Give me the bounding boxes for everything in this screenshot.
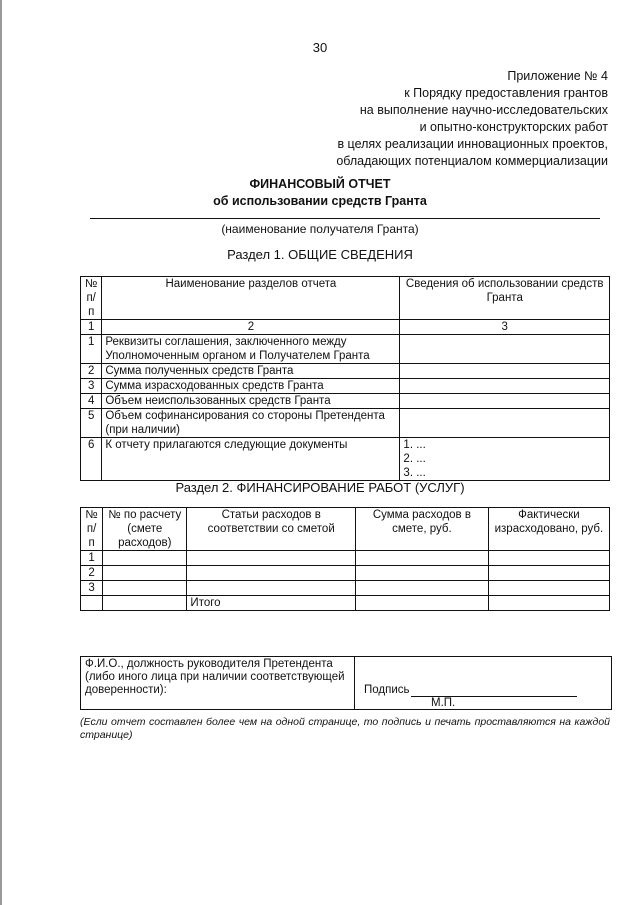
expense-item-cell[interactable] (187, 581, 356, 596)
row-name: Объем софинансирования со стороны Претендента (при наличии) (102, 409, 400, 438)
appendix-line: к Порядку предоставления грантов (404, 86, 608, 100)
numbering-cell: 1 (81, 320, 102, 335)
title-line-2: об использовании средств Гранта (213, 194, 427, 208)
row-info-cell[interactable] (400, 409, 610, 438)
row-name: Реквизиты соглашения, заключенного между Уполномоченным органом и Получателем Гранта (102, 335, 400, 364)
row-num: 2 (81, 566, 103, 581)
table-row (81, 364, 610, 379)
column-numbering-row (81, 320, 610, 335)
header-num: № п/п (81, 508, 103, 551)
title-line-1: ФИНАНСОВЫЙ ОТЧЕТ (249, 177, 391, 191)
attached-doc-item: 2. ... (403, 453, 426, 465)
row-num: 1 (81, 551, 103, 566)
general-info-table (80, 276, 610, 481)
page-left-edge (0, 0, 2, 905)
table-row (81, 581, 610, 596)
row-num: 6 (81, 438, 102, 481)
table-row (81, 438, 610, 481)
attached-documents-cell[interactable] (400, 438, 610, 481)
expense-item-cell[interactable] (187, 551, 356, 566)
table-row (81, 409, 610, 438)
row-num: 5 (81, 409, 102, 438)
total-estimate-sum-cell[interactable] (356, 596, 489, 611)
financing-table (80, 507, 610, 611)
table-row (81, 379, 610, 394)
estimate-sum-cell[interactable] (356, 581, 489, 596)
table-row (81, 335, 610, 364)
actual-spent-cell[interactable] (488, 551, 609, 566)
header-estimate-number: № по расчету (смете расходов) (103, 508, 187, 551)
row-num: 1 (81, 335, 102, 364)
expense-item-cell[interactable] (187, 566, 356, 581)
total-label: Итого (187, 596, 356, 611)
row-num: 3 (81, 379, 102, 394)
row-info-cell[interactable] (400, 335, 610, 364)
signature-block (80, 656, 612, 710)
row-num: 2 (81, 364, 102, 379)
footnote: (Если отчет составлен более чем на одной странице, то подпись и печать проставляются на каждой странице) (80, 716, 610, 741)
table-row (81, 394, 610, 409)
header-expense-items: Статьи расходов в соответствии со сметой (187, 508, 356, 551)
estimate-sum-cell[interactable] (356, 551, 489, 566)
table-header-row (81, 508, 610, 551)
recipient-caption: (наименование получателя Гранта) (221, 222, 419, 236)
row-info-cell[interactable] (400, 394, 610, 409)
appendix-line: Приложение № 4 (507, 69, 608, 83)
attached-doc-item: 3. ... (403, 467, 426, 479)
row-name: К отчету прилагаются следующие документы (102, 438, 400, 481)
actual-spent-cell[interactable] (488, 581, 609, 596)
recipient-name-line[interactable] (90, 218, 600, 219)
appendix-line: на выполнение научно-исследовательских (359, 103, 608, 117)
signatory-name-label: Ф.И.О., должность руководителя Претендента (либо иного лица при наличии соответствующей доверенности): (81, 657, 355, 709)
appendix-header (336, 68, 608, 170)
header-actual-spent: Фактически израсходовано, руб. (488, 508, 609, 551)
table-header-row (81, 277, 610, 320)
header-usage-info: Сведения об использовании средств Гранта (400, 277, 610, 320)
total-actual-spent-cell[interactable] (488, 596, 609, 611)
row-info-cell[interactable] (400, 379, 610, 394)
attached-doc-item: 1. ... (403, 439, 426, 451)
total-empty-cell (81, 596, 103, 611)
numbering-cell: 3 (400, 320, 610, 335)
section2-title: Раздел 2. ФИНАНСИРОВАНИЕ РАБОТ (УСЛУГ) (175, 480, 465, 495)
header-estimate-sum: Сумма расходов в смете, руб. (356, 508, 489, 551)
estimate-number-cell[interactable] (103, 566, 187, 581)
appendix-line: и опытно-конструкторских работ (419, 120, 608, 134)
appendix-line: обладающих потенциалом коммерциализации (336, 154, 608, 168)
page-number: 30 (312, 40, 328, 55)
estimate-number-cell[interactable] (103, 581, 187, 596)
table-row (81, 551, 610, 566)
row-name: Сумма израсходованных средств Гранта (102, 379, 400, 394)
estimate-number-cell[interactable] (103, 551, 187, 566)
numbering-cell: 2 (102, 320, 400, 335)
appendix-line: в целях реализации инновационных проектов, (337, 137, 608, 151)
row-info-cell[interactable] (400, 364, 610, 379)
actual-spent-cell[interactable] (488, 566, 609, 581)
stamp-label: М.П. (431, 697, 456, 709)
total-empty-cell (103, 596, 187, 611)
section1-title: Раздел 1. ОБЩИЕ СВЕДЕНИЯ (227, 247, 413, 262)
header-num: № п/п (81, 277, 102, 320)
row-name: Сумма полученных средств Гранта (102, 364, 400, 379)
row-num: 3 (81, 581, 103, 596)
document-title (0, 176, 640, 210)
estimate-sum-cell[interactable] (356, 566, 489, 581)
table-row (81, 566, 610, 581)
row-num: 4 (81, 394, 102, 409)
total-row (81, 596, 610, 611)
signature-label: Подпись (364, 684, 410, 696)
row-name: Объем неиспользованных средств Гранта (102, 394, 400, 409)
header-section-name: Наименование разделов отчета (102, 277, 400, 320)
